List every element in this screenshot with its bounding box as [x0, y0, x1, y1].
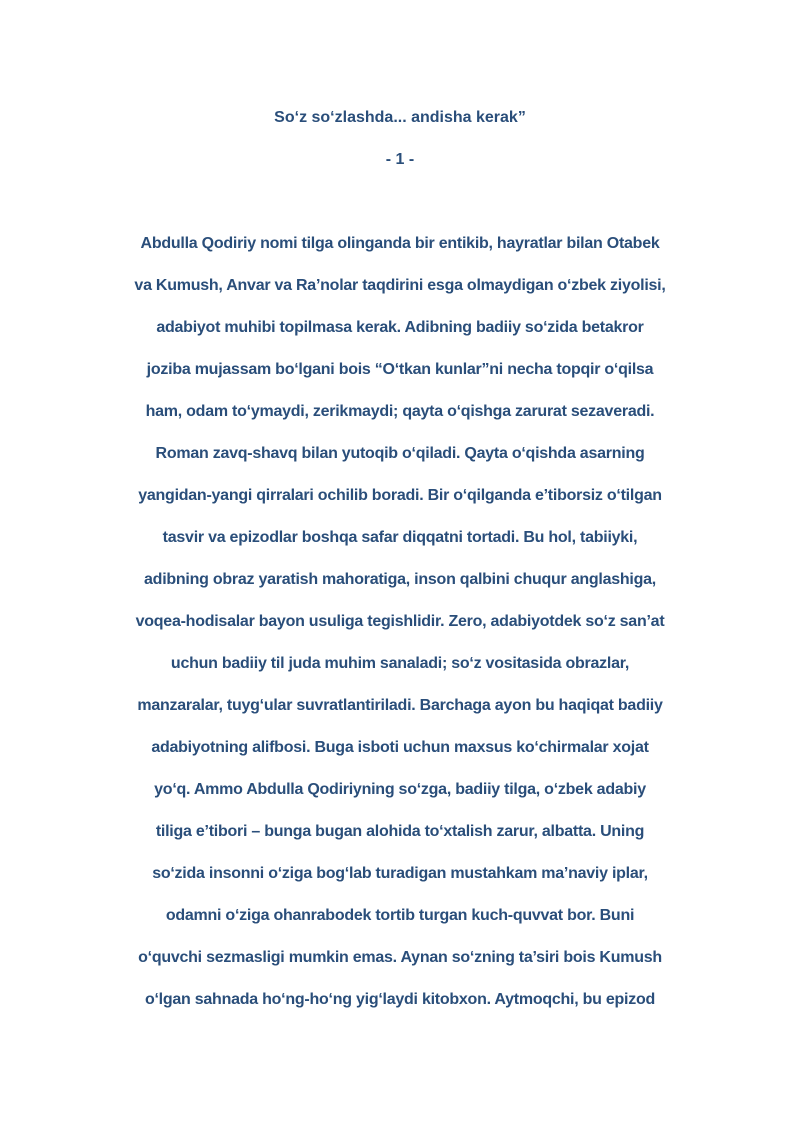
paragraph-line: soʻzida insonni oʻziga bogʻlab turadigan mustahkam ma’naviy iplar,	[152, 865, 648, 882]
document-title: Soʻz soʻzlashda... andisha kerak”	[274, 109, 526, 126]
paragraph-line: adabiyotning alifbosi. Buga isboti uchun maxsus koʻchirmalar xojat	[151, 739, 649, 756]
paragraph-line: uchun badiiy til juda muhim sanaladi; soʻz vositasida obrazlar,	[170, 655, 630, 672]
paragraph-line: manzaralar, tuygʻular suvratlantiriladi. Barchaga ayon bu haqiqat badiiy	[137, 697, 663, 714]
paragraph-line: odamni oʻziga ohanrabodek tortib turgan kuch-quvvat bor. Buni	[165, 907, 635, 924]
paragraph-line: tiliga e’tibori – bunga bugan alohida toʻxtalish zarur, albatta. Uning	[155, 823, 645, 840]
paragraph-line: adibning obraz yaratish mahoratiga, inson qalbini chuqur anglashiga,	[144, 571, 656, 588]
paragraph-line: va Kumush, Anvar va Ra’nolar taqdirini esga olmaydigan oʻzbek ziyolisi,	[134, 277, 666, 294]
paragraph-line: yoʻq. Ammo Abdulla Qodiriyning soʻzga, badiiy tilga, oʻzbek adabiy	[154, 781, 646, 798]
paragraph-line: adabiyot muhibi topilmasa kerak. Adibning badiiy soʻzida betakror	[156, 319, 644, 336]
paragraph-line: oʻlgan sahnada hoʻng-hoʻng yigʻlaydi kitobxon. Aytmoqchi, bu epizod	[144, 991, 656, 1008]
paragraph-line: Abdulla Qodiriy nomi tilga olinganda bir entikib, hayratlar bilan Otabek	[140, 235, 660, 252]
paragraph-line: oʻquvchi sezmasligi mumkin emas. Aynan soʻzning ta’siri bois Kumush	[138, 949, 662, 966]
page-number: - 1 -	[385, 151, 415, 168]
paragraph-line: voqea-hodisalar bayon usuliga tegishlidir. Zero, adabiyotdek soʻz san’at	[135, 613, 665, 630]
paragraph-line: joziba mujassam boʻlgani bois “Oʻtkan kunlar”ni necha topqir oʻqilsa	[146, 361, 654, 378]
body-paragraph	[100, 227, 700, 1025]
paragraph-line: yangidan-yangi qirralari ochilib boradi. Bir oʻqilganda e’tiborsiz oʻtilgan	[138, 487, 662, 504]
paragraph-line: ham, odam toʻymaydi, zerikmaydi; qayta oʻqishga zarurat sezaveradi.	[145, 403, 655, 420]
paragraph-line: Roman zavq-shavq bilan yutoqib oʻqiladi. Qayta oʻqishda asarning	[155, 445, 645, 462]
paragraph-line: tasvir va epizodlar boshqa safar diqqatni tortadi. Bu hol, tabiiyki,	[162, 529, 638, 546]
